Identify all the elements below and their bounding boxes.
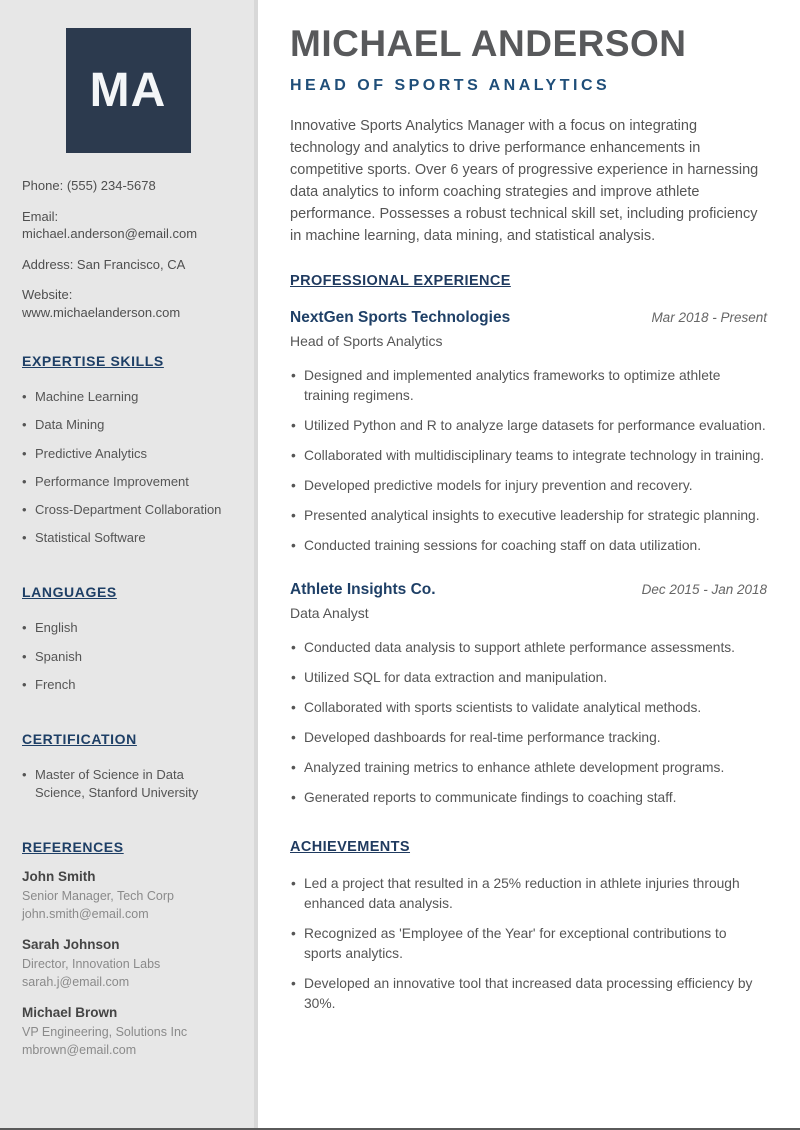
achievement-item: • Led a project that resulted in a 25% reduction in athlete injuries through enhanced data analysis. [290, 869, 767, 919]
reference-entry [22, 1005, 234, 1059]
section-certification [22, 731, 234, 807]
reference-name: John Smith [22, 869, 96, 885]
reference-entry [22, 937, 234, 991]
section-languages [22, 584, 234, 699]
language-item: • English [22, 614, 234, 642]
skill-item: • Performance Improvement [22, 468, 234, 496]
contact-website: Website: www.michaelanderson.com [22, 287, 181, 320]
job-bullet: • Conducted training sessions for coaching staff on data utilization. [290, 531, 767, 561]
job-company: NextGen Sports Technologies [290, 308, 511, 326]
achievement-item: • Recognized as 'Employee of the Year' for exceptional contributions to sports analytics. [290, 919, 767, 969]
job-bullet: • Conducted data analysis to support athlete performance assessments. [290, 633, 767, 663]
avatar [66, 28, 191, 153]
languages-list [22, 614, 234, 699]
language-item: • French [22, 671, 234, 699]
reference-email: mbrown@email.com [22, 1042, 137, 1057]
section-expertise-skills [22, 353, 234, 552]
reference-email: sarah.j@email.com [22, 974, 130, 989]
contact-email: Email: michael.anderson@email.com [22, 208, 198, 242]
job-bullet: • Analyzed training metrics to enhance athlete development programs. [290, 753, 767, 783]
references-heading: REFERENCES [22, 839, 124, 856]
job-role: Head of Sports Analytics [290, 332, 443, 349]
job-bullet-list [290, 633, 767, 813]
job-bullet: • Utilized SQL for data extraction and manipulation. [290, 663, 767, 693]
job-header [290, 581, 767, 599]
section-references [22, 839, 234, 1059]
certification-list [22, 761, 234, 807]
skills-heading: EXPERTISE SKILLS [22, 353, 164, 370]
reference-role: Senior Manager, Tech Corp [22, 889, 174, 904]
job-bullet: • Designed and implemented analytics frameworks to optimize athlete training regimens. [290, 361, 767, 411]
job-bullet: • Developed predictive models for injury prevention and recovery. [290, 471, 767, 501]
contact-phone: Phone: (555) 234-5678 [22, 178, 156, 193]
skill-item: • Data Mining [22, 411, 234, 439]
job-role: Data Analyst [290, 604, 369, 621]
skills-list [22, 383, 234, 552]
reference-role: Director, Innovation Labs [22, 957, 161, 972]
achievements-heading: ACHIEVEMENTS [290, 838, 411, 855]
languages-heading: LANGUAGES [22, 584, 117, 601]
job-entry [290, 309, 767, 561]
skill-item: • Machine Learning [22, 383, 234, 411]
reference-email: john.smith@email.com [22, 906, 149, 921]
achievement-item: • Developed an innovative tool that increased data processing efficiency by 30%. [290, 969, 767, 1019]
skill-item: • Statistical Software [22, 524, 234, 552]
headline-job-title: HEAD OF SPORTS ANALYTICS [290, 76, 611, 94]
job-entry [290, 581, 767, 813]
sidebar [0, 0, 258, 1130]
certification-heading: CERTIFICATION [22, 730, 137, 747]
job-dates: Mar 2018 - Present [651, 309, 767, 325]
skill-item: • Cross-Department Collaboration [22, 496, 234, 524]
contact-address: Address: San Francisco, CA [22, 256, 186, 272]
certification-item: • Master of Science in Data Science, Stanford University [22, 761, 234, 807]
skill-item: • Predictive Analytics [22, 440, 234, 468]
avatar-initials: MA [89, 64, 167, 117]
language-item: • Spanish [22, 643, 234, 671]
job-bullet: • Developed dashboards for real-time performance tracking. [290, 723, 767, 753]
reference-role: VP Engineering, Solutions Inc [22, 1025, 188, 1040]
job-bullet: • Presented analytical insights to executive leadership for strategic planning. [290, 501, 767, 531]
job-bullet: • Collaborated with sports scientists to validate analytical methods. [290, 693, 767, 723]
job-company: Athlete Insights Co. [290, 580, 436, 598]
page-title: MICHAEL ANDERSON [290, 23, 687, 64]
job-header [290, 309, 767, 327]
job-bullet: • Generated reports to communicate findings to coaching staff. [290, 783, 767, 813]
reference-name: Michael Brown [22, 1005, 118, 1021]
job-bullet-list [290, 361, 767, 561]
reference-name: Sarah Johnson [22, 937, 120, 953]
job-dates: Dec 2015 - Jan 2018 [641, 581, 767, 597]
job-bullet: • Utilized Python and R to analyze large datasets for performance evaluation. [290, 411, 767, 441]
achievements-list [290, 869, 767, 1019]
experience-heading: PROFESSIONAL EXPERIENCE [290, 272, 511, 289]
job-bullet: • Collaborated with multidisciplinary teams to integrate technology in training. [290, 441, 767, 471]
summary-text: Innovative Sports Analytics Manager with a focus on integrating technology and analytics to drive performance enhancements in competitive sports. Over 6 years of progressive experience in harnessing data analytics to inform coaching strategies and improve athlete performance. Possesses a robust technical skill set, including proficiency in machine learning, data mining, and statistical analysis. [290, 117, 759, 244]
reference-entry [22, 869, 234, 923]
contact-info [22, 177, 234, 321]
main-content [262, 0, 800, 1130]
